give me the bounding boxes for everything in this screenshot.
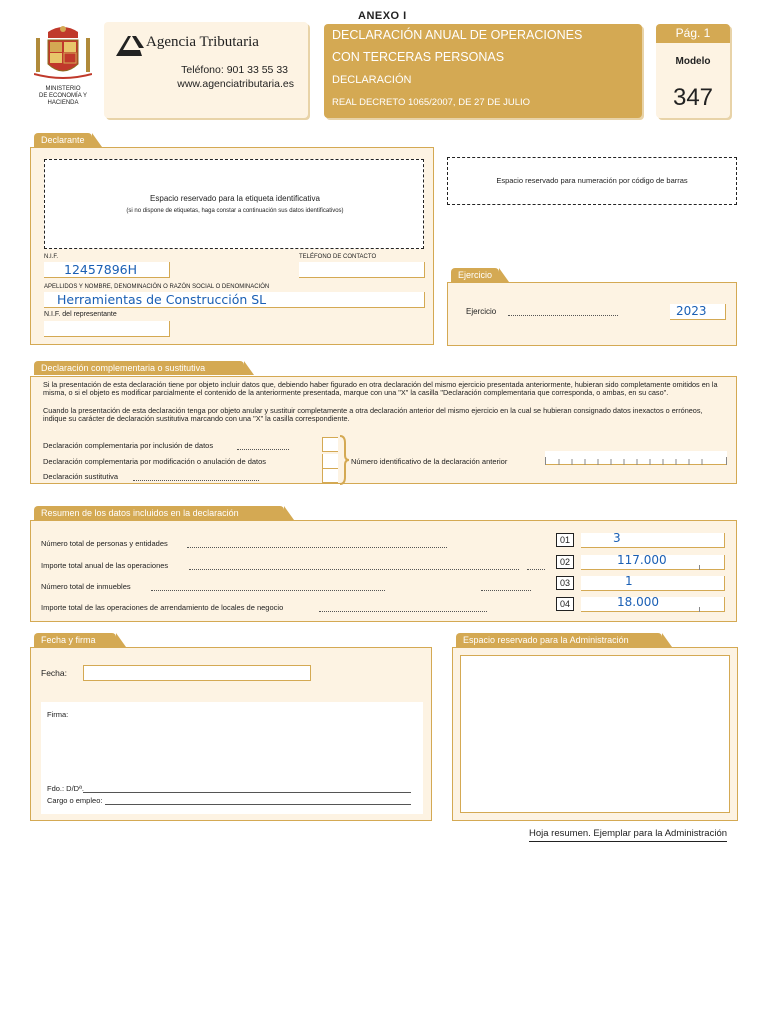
opt-modificacion-label: Declaración complementaria por modificación o anulación de datos	[43, 457, 267, 466]
form-title-line1: DECLARACIÓN ANUAL DE OPERACIONES	[332, 28, 583, 42]
form-title-box	[324, 24, 642, 118]
opt-sustitutiva-label: Declaración sustitutiva	[43, 472, 263, 481]
nif-label: N.I.F.	[44, 254, 59, 260]
page-number: Pág. 1	[656, 24, 730, 43]
complementaria-tab: Declaración complementaria o sustitutiva	[34, 361, 244, 375]
form-decree: REAL DECRETO 1065/2007, DE 27 DE JULIO	[332, 97, 531, 108]
fecha-label: Fecha:	[41, 668, 67, 678]
resumen-row-3	[31, 576, 738, 596]
phone-field[interactable]	[299, 262, 425, 278]
ejercicio-field[interactable]	[670, 304, 726, 320]
resumen-row-1	[31, 533, 738, 553]
resumen-row-3-code: 03	[556, 576, 574, 590]
ministry-crest-icon	[34, 24, 92, 84]
barcode-box	[447, 157, 737, 205]
resumen-row-3-value: 1	[625, 574, 633, 588]
nif-value: 12457896H	[64, 262, 138, 277]
signature-area[interactable]	[41, 702, 423, 814]
resumen-section	[30, 520, 737, 622]
resumen-row-1-field[interactable]	[581, 533, 725, 548]
agency-box	[104, 22, 308, 118]
agency-phone: Teléfono: 901 33 55 33	[181, 64, 288, 76]
resumen-row-4-value: 18.000	[617, 595, 659, 609]
label-space-text: Espacio reservado para la etiqueta identificativa	[150, 194, 320, 203]
resumen-row-4-label: Importe total de las operaciones de arrendamiento de locales de negocio	[41, 603, 511, 612]
resumen-row-4-field[interactable]	[581, 597, 725, 612]
firma-tab: Fecha y firma	[34, 633, 116, 647]
opt-inclusion-label: Declaración complementaria por inclusión de datos	[43, 441, 291, 450]
opt-inclusion-checkbox[interactable]	[322, 437, 338, 452]
resumen-row-3-label: Número total de inmuebles	[41, 582, 541, 591]
ejercicio-label: Ejercicio	[466, 307, 618, 316]
resumen-row-4-code: 04	[556, 597, 574, 611]
resumen-row-3-field[interactable]	[581, 576, 725, 591]
footer-text: Hoja resumen. Ejemplar para la Administración	[529, 828, 727, 842]
modelo-number: 347	[672, 84, 714, 111]
resumen-row-1-label: Número total de personas y entidades	[41, 539, 449, 548]
ministry-name: MINISTERIO DE ECONOMÍA Y HACIENDA	[39, 86, 87, 106]
opt-sustitutiva-checkbox[interactable]	[322, 469, 338, 483]
firma-label: Firma:	[47, 710, 69, 719]
previous-id-field[interactable]	[545, 451, 727, 465]
anexo-label: ANEXO I	[358, 10, 407, 22]
name-field[interactable]	[44, 292, 425, 308]
agency-name: Agencia Tributaria	[146, 34, 259, 50]
form-title-line2: CON TERCERAS PERSONAS	[332, 50, 505, 64]
admin-tab: Espacio reservado para la Administración	[456, 633, 662, 647]
label-space-note: (si no dispone de etiquetas, haga constar a continuación sus datos identificativos)	[126, 208, 344, 214]
agency-logo-icon	[114, 34, 144, 56]
nif-field[interactable]	[44, 262, 170, 278]
ejercicio-section	[447, 282, 737, 346]
complementaria-para2: Cuando la presentación de esta declaración tenga por objeto anular y sustituir completamente a otra declaración anterior del mismo ejercicio en la cual se hubieran consignado datos inexactos o erróneos, indique su carácter de declaración sustitutiva marcando con una "X" la casilla correspondiente.	[43, 406, 703, 424]
modelo-box	[656, 24, 730, 118]
resumen-row-1-code: 01	[556, 533, 574, 547]
resumen-row-2-label: Importe total anual de las operaciones	[41, 561, 551, 570]
resumen-tab: Resumen de los datos incluidos en la declaración	[34, 506, 284, 520]
phone-label: TELÉFONO DE CONTACTO	[299, 254, 377, 260]
rep-label: N.I.F. del representante	[44, 311, 117, 318]
fdo-line: Fdo.: D/Dª.	[47, 784, 411, 793]
rep-field[interactable]	[44, 321, 170, 337]
form-title-line3: DECLARACIÓN	[332, 74, 412, 86]
resumen-row-2	[31, 555, 738, 575]
complementaria-para1: Si la presentación de esta declaración tiene por objeto incluir datos que, debiendo haber figurado en otra declaración del mismo ejercicio presentada anteriormente, hubieran sido completamente omitidos en la misma, o si el objeto es modificar parcialmente el contenido de la anteriormente presentada, marque con una "X" la casilla "Declaración complementaria que corresponda, o ambas, en su caso".	[43, 380, 718, 398]
name-value: Herramientas de Construcción SL	[57, 292, 267, 307]
agency-web: www.agenciatributaria.es	[177, 78, 294, 90]
cargo-line: Cargo o empleo:	[47, 796, 411, 805]
declarante-section	[30, 147, 434, 345]
resumen-row-1-value: 3	[613, 531, 621, 545]
ejercicio-tab: Ejercicio	[451, 268, 499, 282]
admin-section	[452, 647, 738, 821]
admin-reserved-area	[460, 655, 730, 813]
complementaria-section	[30, 376, 737, 484]
label-space-box	[44, 159, 424, 249]
name-label: APELLIDOS Y NOMBRE, DENOMINACIÓN O RAZÓN SOCIAL O DENOMINACIÓN	[44, 284, 270, 290]
resumen-row-2-value: 117.000	[617, 553, 667, 567]
fecha-field[interactable]	[83, 665, 311, 681]
ejercicio-value: 2023	[676, 304, 707, 318]
barcode-text: Espacio reservado para numeración por código de barras	[496, 176, 688, 185]
resumen-row-2-field[interactable]	[581, 555, 725, 570]
previous-id-label: Número identificativo de la declaración anterior	[351, 457, 508, 466]
opt-modificacion-checkbox[interactable]	[322, 454, 338, 469]
resumen-row-2-code: 02	[556, 555, 574, 569]
firma-section	[30, 647, 432, 821]
modelo-label: Modelo	[675, 56, 711, 67]
declarante-tab: Declarante	[34, 133, 92, 147]
brace-icon	[339, 435, 349, 485]
resumen-row-4	[31, 597, 738, 617]
